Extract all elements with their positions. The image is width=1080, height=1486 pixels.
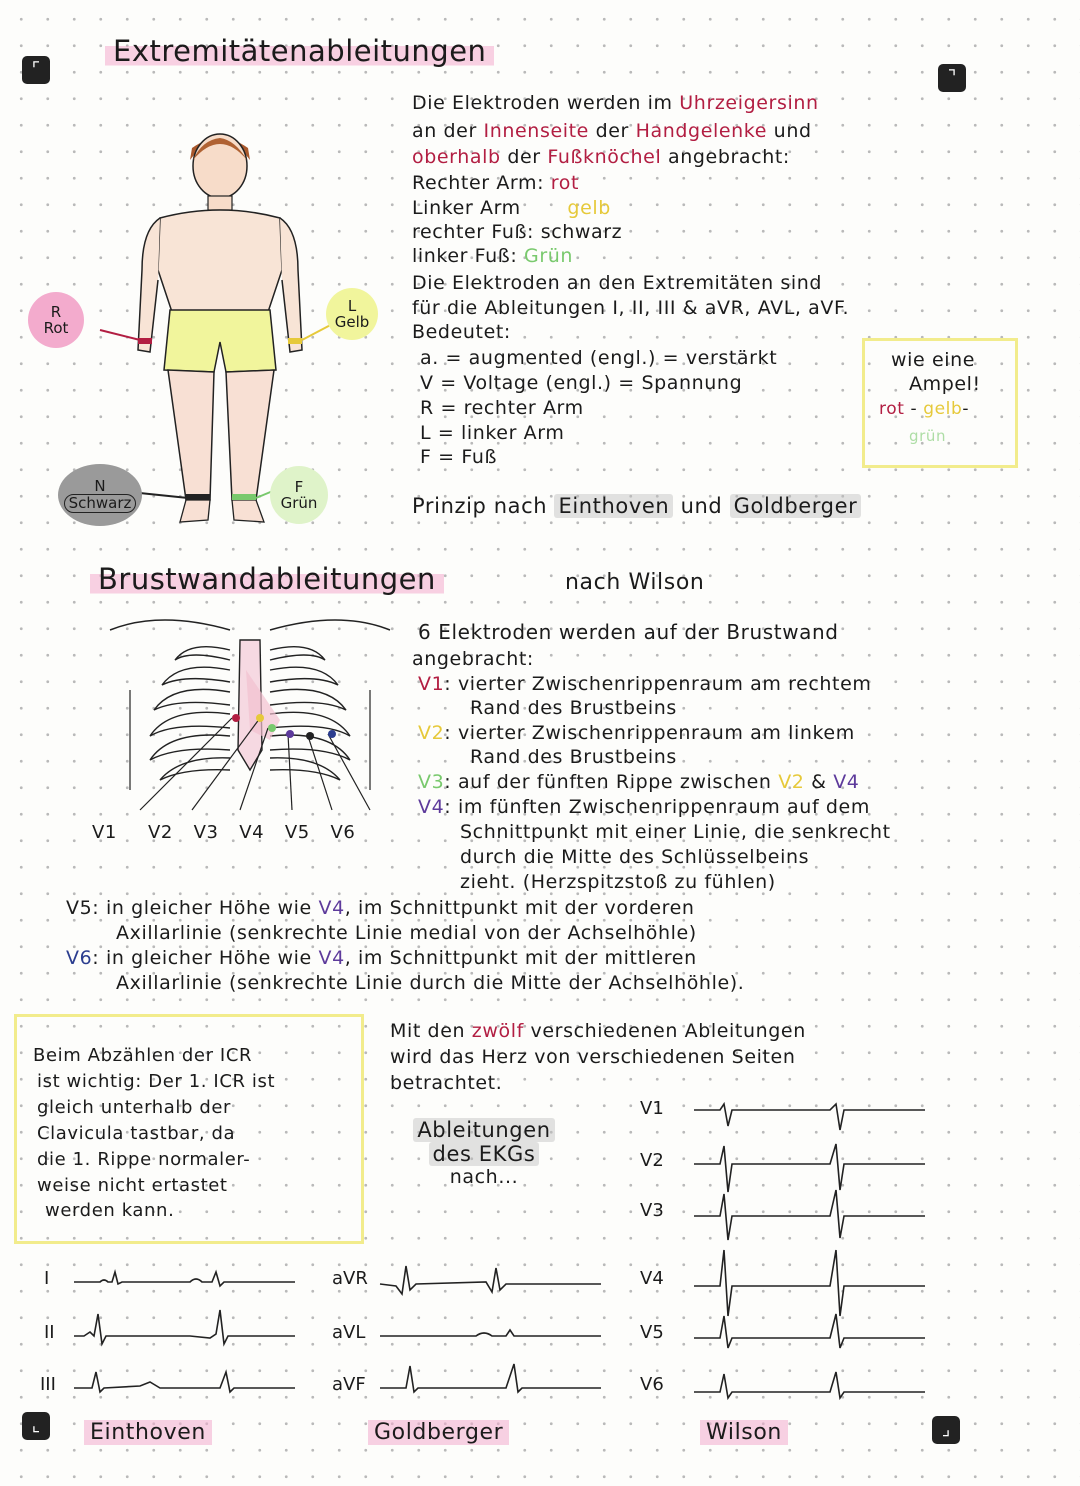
electrode-l-color: Gelb — [334, 313, 370, 331]
v6-line2: Axillarlinie (senkrechte Linie durch die Mitte der Achselhöhle). — [116, 972, 745, 994]
prinzip-line: Prinzip nach Einthoven und Goldberger — [412, 494, 861, 518]
ableitungen-line-1: des EKGs — [392, 1142, 576, 1166]
ecg-label-I: I — [44, 1268, 50, 1289]
ampel-line4: grün — [909, 427, 947, 445]
bottom-left-corner-icon: ⌞ — [22, 1412, 50, 1440]
ecg-trace-aVL — [380, 1330, 601, 1336]
ribcage-lead-labels: V1 V2 V3 V4 V5 V6 — [92, 822, 356, 843]
electrode-f-letter: F — [294, 477, 304, 496]
ableitungen-note — [392, 1118, 576, 1188]
ribcage-diagram — [100, 610, 400, 820]
electrode-l-letter: L — [347, 296, 357, 315]
ecg-label-aVL: aVL — [332, 1322, 366, 1343]
icr-line-3: Clavicula tastbar, da — [37, 1123, 236, 1144]
ecg-label-aVR: aVR — [332, 1268, 368, 1289]
icr-line-4: die 1. Rippe normaler- — [37, 1149, 251, 1170]
ecg-trace-V6 — [694, 1372, 925, 1398]
electrode-n-letter: N — [94, 476, 106, 495]
ecg-traces-wilson — [690, 1090, 930, 1410]
s1-line-9: Bedeutet: — [412, 321, 511, 343]
ecg-trace-V4 — [694, 1250, 925, 1316]
v4-line2: Schnittpunkt mit einer Linie, die senkrecht — [460, 821, 891, 843]
v6-line1: V6: in gleicher Höhe wie V4, im Schnittpunkt mit der mittleren — [66, 947, 697, 969]
ecg-trace-II — [74, 1310, 295, 1344]
ecg-label-V2: V2 — [640, 1150, 664, 1171]
ecg-traces-einthoven — [70, 1260, 300, 1400]
ecg-traces-goldberger — [376, 1260, 606, 1400]
v2-line1: V2: vierter Zwischenrippenraum am linkem — [418, 722, 855, 744]
ecg-trace-I — [74, 1272, 295, 1286]
s1-line-8: für die Ableitungen I, II, III & aVR, AVL, aVF. — [412, 297, 850, 319]
ableitungen-line-2: nach... — [449, 1166, 519, 1188]
s2-intro2: angebracht: — [412, 648, 534, 670]
ecg-label-V6: V6 — [640, 1374, 664, 1395]
meaning-3: L = linker Arm — [420, 422, 565, 444]
ecg-label-aVF: aVF — [332, 1374, 366, 1395]
ecg-trace-V3 — [694, 1190, 925, 1240]
ampel-line1: wie eine — [891, 349, 976, 371]
s1-line-7: Die Elektroden an den Extremitäten sind — [412, 272, 823, 294]
s1-line-1: an der Innenseite der Handgelenke und — [412, 120, 812, 142]
s1-line-2: oberhalb der Fußknöchel angebracht: — [412, 146, 790, 168]
v5-line2: Axillarlinie (senkrechte Linie medial von der Achselhöhle) — [116, 922, 697, 944]
meaning-2: R = rechter Arm — [420, 397, 584, 419]
v4-line4: zieht. (Herzspitzstoß zu fühlen) — [460, 871, 776, 893]
ecg-trace-V1 — [694, 1104, 925, 1130]
twelve-line2: wird das Herz von verschiedenen Seiten — [390, 1046, 796, 1068]
electrode-f-green — [270, 466, 328, 524]
ecg-trace-V2 — [694, 1144, 925, 1192]
v1-line2: Rand des Brustbeins — [470, 697, 677, 719]
s1-line-6: linker Fuß: Grün — [412, 245, 574, 267]
s1-line-3: Rechter Arm: rot — [412, 172, 580, 194]
s1-line-4: Linker Arm gelb — [412, 197, 611, 219]
v4-line3: durch die Mitte des Schlüsselbeins — [460, 846, 810, 868]
bottom-right-corner-icon: ⌟ — [932, 1416, 960, 1444]
icr-line-6: werden kann. — [45, 1200, 175, 1221]
ecg-label-V3: V3 — [640, 1200, 664, 1221]
ecg-label-II: II — [44, 1322, 55, 1343]
ecg-label-V1: V1 — [640, 1098, 664, 1119]
ampel-line3: rot - gelb- — [879, 399, 970, 419]
electrode-r-red — [28, 292, 84, 348]
icr-box — [14, 1014, 364, 1244]
twelve-line1: Mit den zwölf verschiedenen Ableitungen — [390, 1020, 806, 1042]
v4-line1: V4: im fünften Zwischenrippenraum auf dem — [418, 796, 870, 818]
s1-line-5: rechter Fuß: schwarz — [412, 221, 623, 243]
v1-line1: V1: vierter Zwischenrippenraum am rechtem — [418, 673, 872, 695]
electrode-n-color: Schwarz — [64, 494, 137, 513]
icr-line-1: ist wichtig: Der 1. ICR ist — [37, 1071, 276, 1092]
s1-line-0: Die Elektroden werden im Uhrzeigersinn — [412, 92, 819, 114]
section1-title: Extremitätenableitungen — [105, 34, 494, 68]
top-right-corner-icon: ⌝ — [938, 64, 966, 92]
section2-subtitle: nach Wilson — [565, 570, 705, 595]
electrode-n-black — [58, 464, 142, 526]
ecg-trace-III — [74, 1372, 295, 1392]
section2-title: Brustwandableitungen — [90, 562, 444, 596]
v2-line2: Rand des Brustbeins — [470, 746, 677, 768]
icr-line-0: Beim Abzählen der ICR — [33, 1045, 253, 1066]
ecg-trace-aVF — [380, 1364, 601, 1392]
top-left-corner-icon: ⌜ — [22, 56, 50, 84]
twelve-line3: betrachtet. — [390, 1072, 503, 1094]
icr-line-5: weise nicht ertastet — [37, 1175, 228, 1196]
v3-line1: V3: auf der fünften Rippe zwischen V2 & V4 — [418, 771, 860, 793]
electrode-r-letter: R — [50, 302, 62, 321]
meaning-4: F = Fuß — [420, 446, 498, 468]
electrode-f-color: Grün — [280, 494, 318, 512]
ableitungen-line-0: Ableitungen — [392, 1118, 576, 1142]
ecg-trace-aVR — [380, 1266, 601, 1294]
footer-einthoven: Einthoven — [84, 1420, 212, 1445]
ampel-line2: Ampel! — [909, 373, 981, 395]
s2-intro1: 6 Elektroden werden auf der Brustwand — [418, 620, 839, 644]
meaning-1: V = Voltage (engl.) = Spannung — [420, 372, 743, 394]
electrode-r-color: Rot — [43, 319, 69, 337]
electrode-l-yellow — [326, 288, 378, 340]
footer-goldberger: Goldberger — [368, 1420, 509, 1445]
meaning-0: a. = augmented (engl.) = verstärkt — [420, 347, 778, 369]
ampel-box — [862, 338, 1018, 468]
v5-line1: V5: in gleicher Höhe wie V4, im Schnittpunkt mit der vorderen — [66, 897, 695, 919]
footer-wilson: Wilson — [700, 1420, 788, 1445]
ecg-label-V5: V5 — [640, 1322, 664, 1343]
ecg-trace-V5 — [694, 1314, 925, 1348]
ecg-label-III: III — [40, 1374, 56, 1395]
icr-line-2: gleich unterhalb der — [37, 1097, 232, 1118]
ecg-label-V4: V4 — [640, 1268, 664, 1289]
